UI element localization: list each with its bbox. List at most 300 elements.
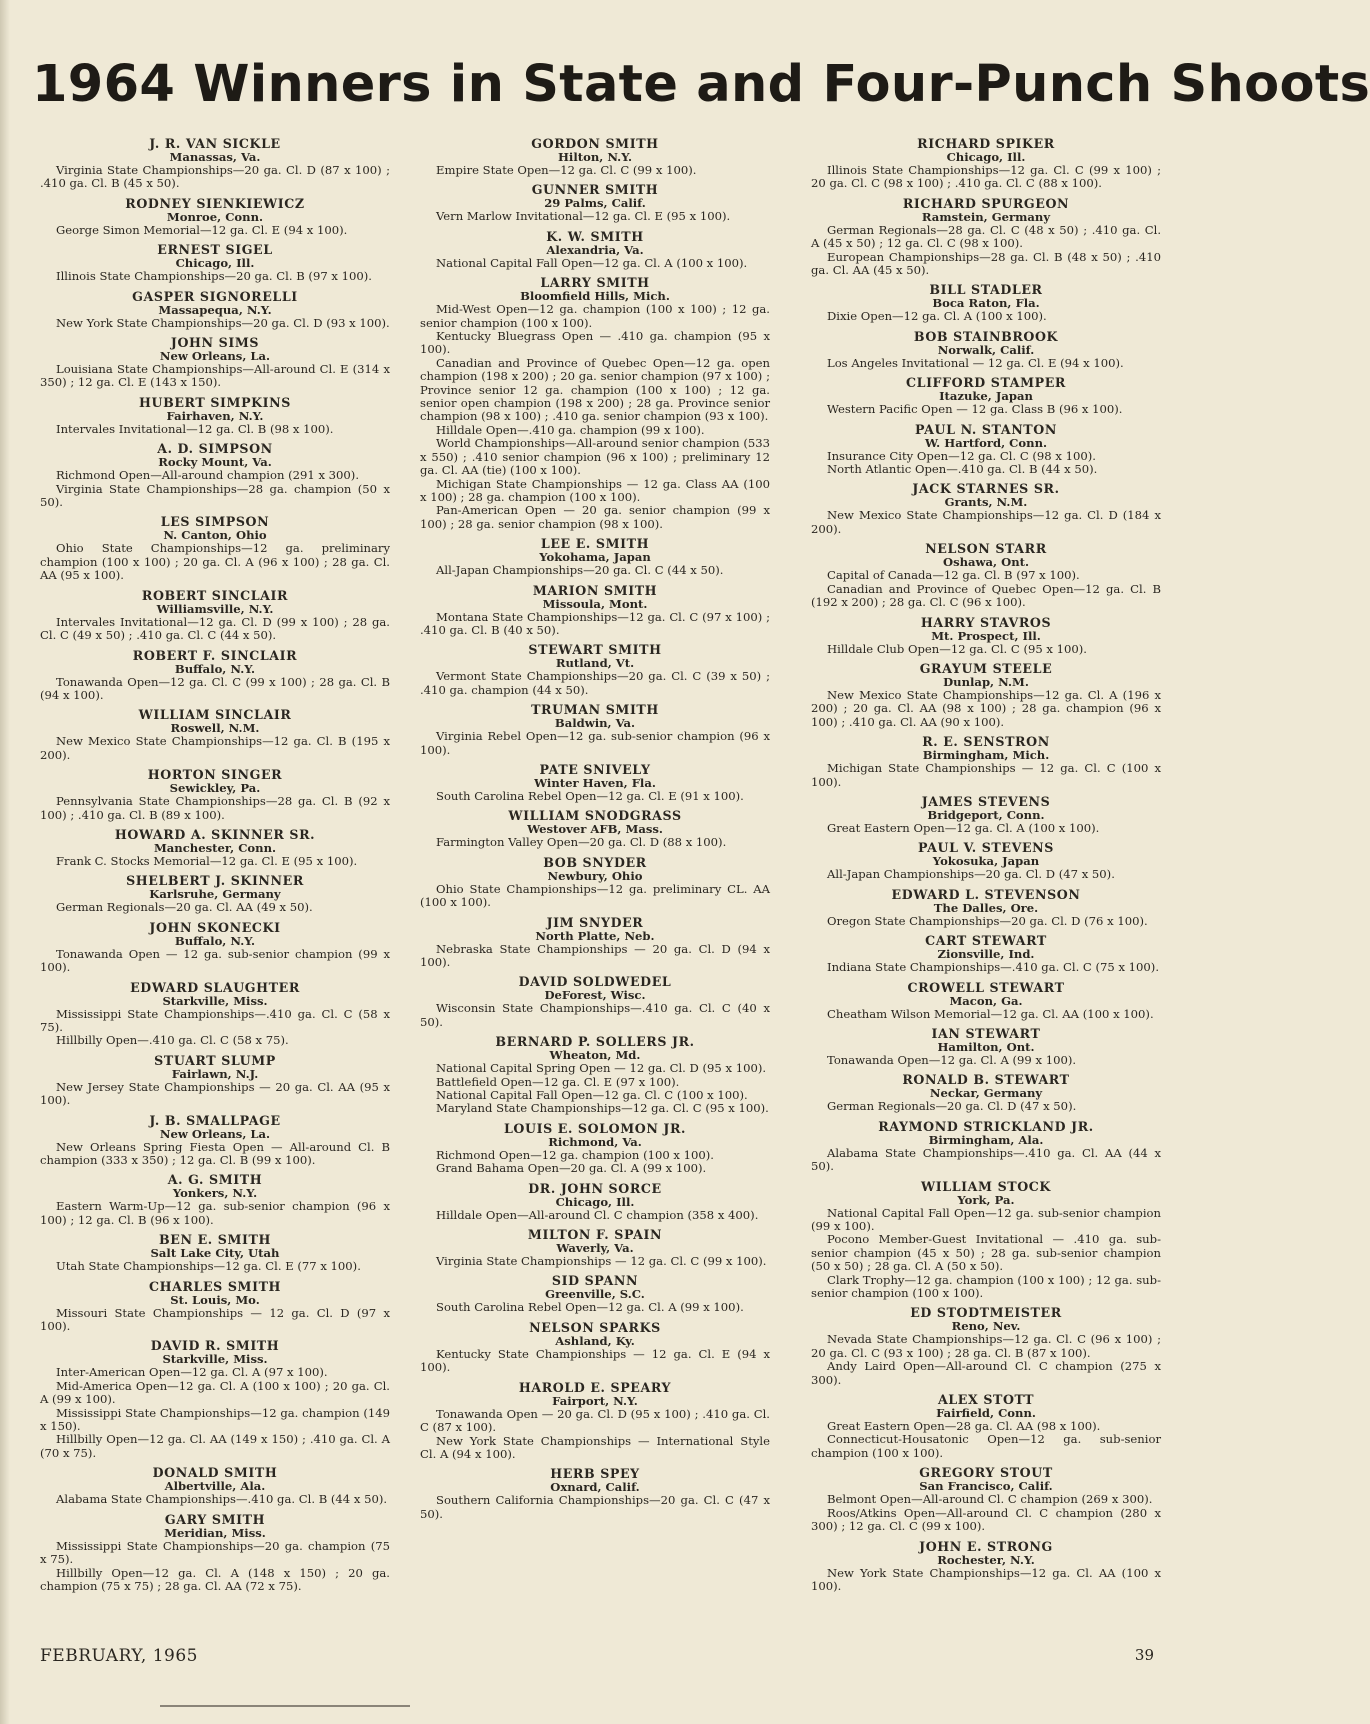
winner-location: Wheaton, Md. — [549, 1048, 641, 1063]
winner-entry — [420, 230, 770, 270]
winner-entry — [420, 703, 770, 757]
winner-location: Starkville, Miss. — [162, 993, 268, 1008]
winner-entry — [420, 1228, 770, 1268]
winner-location: Salt Lake City, Utah — [150, 1246, 280, 1261]
winner-name: CROWELL STEWART — [907, 979, 1065, 995]
winner-name: STEWART SMITH — [528, 642, 662, 658]
winner-location: Fairport, N.Y. — [552, 1393, 638, 1408]
winner-name: HORTON SINGER — [147, 767, 283, 783]
winner-entry — [420, 1381, 770, 1462]
winner-location: Winter Haven, Fla. — [534, 775, 656, 790]
winner-location: DeForest, Wisc. — [544, 988, 646, 1003]
winner-entry — [40, 396, 390, 436]
winner-record: Intervales Invitational—12 ga. Cl. D (99 x 100) ; 28 ga. Cl. C (49 x 50) ; .410 ga. Cl. C (44 x 50). — [40, 614, 390, 643]
winner-entry — [40, 137, 390, 191]
winner-record: All-Japan Championships—20 ga. Cl. C (44 x 50). — [436, 563, 724, 578]
winner-record: Oregon State Championships—20 ga. Cl. D (76 x 100). — [827, 913, 1148, 928]
winner-location: Boca Raton, Fla. — [932, 296, 1040, 311]
winner-location: Starkville, Miss. — [162, 1352, 268, 1367]
winner-location: San Francisco, Calif. — [919, 1479, 1053, 1494]
winner-name: MARION SMITH — [532, 582, 658, 598]
winner-location: Manchester, Conn. — [153, 840, 277, 855]
winner-name: GUNNER SMITH — [531, 182, 659, 198]
winner-name: EDWARD L. STEVENSON — [891, 886, 1081, 902]
winner-location: Dunlap, N.M. — [943, 674, 1029, 689]
winner-name: J. R. VAN SICKLE — [149, 136, 281, 151]
winner-entry — [40, 768, 390, 822]
winner-entry — [420, 975, 770, 1029]
winner-entry — [420, 1035, 770, 1116]
winner-name: JIM SNYDER — [546, 914, 644, 930]
winner-record: New Orleans Spring Fiesta Open — All-around Cl. B champion (333 x 350) ; 12 ga. Cl. B (99 x 100). — [40, 1139, 390, 1167]
winner-record: Alabama State Championships—.410 ga. Cl. AA (44 x 50). — [811, 1145, 1161, 1174]
winner-record: Empire State Open—12 ga. Cl. C (99 x 100). — [436, 163, 697, 177]
winner-record: Mid-America Open—12 ga. Cl. A (100 x 100) ; 20 ga. Cl. A (99 x 100). — [40, 1378, 390, 1407]
winner-name: CHARLES SMITH — [148, 1278, 282, 1294]
winner-entry — [811, 888, 1161, 928]
winner-name: DR. JOHN SORCE — [528, 1180, 662, 1196]
winner-record: National Capital Fall Open—12 ga. Cl. C (100 x 100). — [436, 1088, 748, 1103]
winner-location: Birmingham, Mich. — [922, 748, 1050, 763]
winner-record: Virginia Rebel Open—12 ga. sub-senior champion (96 x 100). — [420, 729, 770, 757]
winner-entry — [420, 1467, 770, 1521]
winner-record: Alabama State Championships—.410 ga. Cl. B (44 x 50). — [56, 1492, 388, 1507]
winner-location: Buffalo, N.Y. — [174, 933, 256, 948]
winner-entry — [40, 1513, 390, 1594]
winner-location: New Orleans, La. — [159, 1126, 271, 1141]
winner-location: Rocky Mount, Va. — [158, 455, 272, 470]
winner-location: Birmingham, Ala. — [928, 1132, 1044, 1147]
winner-location: Buffalo, N.Y. — [174, 661, 256, 676]
page-title: 1964 Winners in State and Four-Punch Shoots — [32, 55, 1370, 114]
winner-record: Virginia State Championships—20 ga. Cl. D (87 x 100) ; .410 ga. Cl. B (45 x 50). — [40, 163, 390, 191]
winner-location: Mt. Prospect, Ill. — [931, 628, 1041, 643]
winner-entry — [811, 376, 1161, 416]
winner-entry — [40, 1054, 390, 1108]
winner-entry — [40, 336, 390, 390]
winner-name: R. E. SENSTRON — [922, 734, 1050, 750]
winner-record: Mississippi State Championships—.410 ga. Cl. C (58 x 75). — [40, 1006, 390, 1034]
winner-name: NELSON SPARKS — [529, 1319, 661, 1335]
winner-location: Alexandria, Va. — [546, 242, 644, 257]
winner-record: German Regionals—28 ga. Cl. C (48 x 50) ; .410 ga. Cl. A (45 x 50) ; 12 ga. Cl. C (98 x 100). — [811, 222, 1161, 251]
winner-record: Wisconsin State Championships—.410 ga. Cl. C (40 x 50). — [420, 1001, 770, 1029]
winner-entry — [811, 662, 1161, 729]
winner-location: Grants, N.M. — [944, 495, 1028, 510]
winner-name: K. W. SMITH — [546, 228, 644, 244]
winner-name: PAUL V. STEVENS — [918, 840, 1054, 856]
winner-location: Chicago, Ill. — [175, 256, 255, 271]
winner-name: EDWARD SLAUGHTER — [130, 979, 300, 995]
winner-name: A. G. SMITH — [167, 1172, 263, 1188]
winner-name: WILLIAM SINCLAIR — [138, 707, 292, 723]
winner-location: Reno, Nev. — [951, 1319, 1021, 1334]
winner-entry — [40, 589, 390, 643]
winner-record: Tonawanda Open — 12 ga. sub-senior champion (99 x 100). — [40, 946, 390, 975]
winner-record: Cheatham Wilson Memorial—12 ga. Cl. AA (100 x 100). — [827, 1006, 1154, 1021]
winner-name: RONALD B. STEWART — [902, 1072, 1070, 1088]
winner-entry — [420, 916, 770, 970]
winner-record: Hillbilly Open—12 ga. Cl. AA (149 x 150) ; .410 ga. Cl. A (70 x 75). — [40, 1432, 390, 1460]
winner-name: LES SIMPSON — [160, 514, 270, 530]
winner-location: Williamsville, N.Y. — [156, 601, 274, 616]
winner-record: Hilldale Open—.410 ga. champion (99 x 100). — [436, 422, 705, 437]
winner-name: CLIFFORD STAMPER — [905, 375, 1067, 391]
winner-entry — [40, 1233, 390, 1273]
winner-entry — [420, 1122, 770, 1176]
winner-entry — [40, 828, 390, 868]
winner-name: HARRY STAVROS — [920, 614, 1052, 630]
winner-name: SID SPANN — [551, 1273, 639, 1289]
winner-record: Connecticut-Housatonic Open—12 ga. sub-senior champion (100 x 100). — [811, 1432, 1161, 1460]
winner-entry — [811, 330, 1161, 370]
winner-entry — [420, 763, 770, 803]
winner-entry — [811, 423, 1161, 477]
winner-entry — [420, 276, 770, 531]
winner-entry — [811, 1120, 1161, 1174]
winner-record: Tonawanda Open—12 ga. Cl. A (99 x 100). — [827, 1052, 1077, 1067]
winner-record: New York State Championships—20 ga. Cl. D (93 x 100). — [56, 315, 390, 330]
winner-name: WILLIAM SNODGRASS — [508, 808, 682, 824]
winner-record: National Capital Fall Open—12 ga. Cl. A (100 x 100). — [436, 255, 748, 270]
winner-name: GARY SMITH — [164, 1511, 266, 1527]
winner-name: WILLIAM STOCK — [921, 1178, 1051, 1194]
winner-record: Illinois State Championships—12 ga. Cl. C (99 x 100) ; 20 ga. Cl. C (98 x 100) ; .410 ga. Cl. C (88 x 100). — [811, 163, 1161, 191]
winner-location: Zionsville, Ind. — [937, 947, 1035, 962]
winner-entry — [40, 1173, 390, 1227]
winner-location: Richmond, Va. — [548, 1134, 642, 1149]
winner-record: Kentucky State Championships — 12 ga. Cl. E (94 x 100). — [420, 1346, 770, 1375]
footer-page-number: 39 — [1134, 1646, 1154, 1664]
winner-record: Farmington Valley Open—20 ga. Cl. D (88 x 100). — [436, 835, 727, 850]
winner-record: Vern Marlow Invitational—12 ga. Cl. E (95 x 100). — [436, 209, 731, 224]
winner-entry — [40, 515, 390, 582]
winner-record: Mississippi State Championships—20 ga. champion (75 x 75). — [40, 1538, 390, 1567]
winner-location: North Platte, Neb. — [535, 928, 655, 943]
winner-location: New Orleans, La. — [159, 349, 271, 364]
winner-entry — [40, 1466, 390, 1506]
winner-name: BOB SNYDER — [543, 854, 647, 870]
winner-location: Waverly, Va. — [556, 1241, 634, 1256]
winner-entry — [811, 1180, 1161, 1301]
winner-record: Hilldale Club Open—12 ga. Cl. C (95 x 100). — [827, 641, 1087, 656]
winner-location: Neckar, Germany — [929, 1086, 1043, 1101]
winner-location: 29 Palms, Calif. — [544, 196, 646, 211]
winner-entry — [420, 137, 770, 177]
winner-entry — [420, 1321, 770, 1375]
winner-record: North Atlantic Open—.410 ga. Cl. B (44 x 50). — [827, 462, 1098, 477]
winner-entry — [811, 1393, 1161, 1460]
winner-name: JOHN SIMS — [170, 335, 260, 351]
winner-name: STUART SLUMP — [154, 1052, 276, 1068]
winner-location: Meridian, Miss. — [164, 1525, 266, 1540]
winner-entry — [811, 795, 1161, 835]
winner-location: Massapequa, N.Y. — [158, 302, 272, 317]
winner-name: TRUMAN SMITH — [531, 702, 659, 718]
winner-name: GREGORY STOUT — [919, 1465, 1053, 1481]
winner-location: Greenville, S.C. — [545, 1287, 645, 1302]
winner-record: Canadian and Province of Quebec Open—12 ga. open champion (198 x 200) ; 20 ga. senior champion (97 x 100) ; Province senior 12 ga. champion (100 x 100) ; 12 ga. senior open champion (198 x 200) ; 28 ga. Province senior champion (98 x 100) ; .410 ga. senior champion (93 x 100). — [420, 355, 770, 424]
winner-location: St. Louis, Mo. — [170, 1292, 260, 1307]
winner-name: LARRY SMITH — [540, 275, 650, 291]
winner-record: Los Angeles Invitational — 12 ga. Cl. E (94 x 100). — [827, 355, 1124, 370]
winner-location: Westover AFB, Mass. — [527, 822, 663, 837]
winner-location: Bloomfield Hills, Mich. — [520, 289, 670, 304]
winner-name: J. B. SMALLPAGE — [149, 1112, 281, 1128]
winner-entry — [420, 537, 770, 577]
winner-name: JOHN E. STRONG — [919, 1538, 1053, 1554]
winner-entry — [811, 1306, 1161, 1387]
winner-location: Albertville, Ala. — [164, 1479, 266, 1494]
winner-record: Intervales Invitational—12 ga. Cl. B (98 x 100). — [56, 421, 334, 436]
winner-name: GORDON SMITH — [531, 136, 659, 151]
winner-record: Montana State Championships—12 ga. Cl. C (97 x 100) ; .410 ga. Cl. B (40 x 50). — [420, 609, 770, 637]
winner-record: Capital of Canada—12 ga. Cl. B (97 x 100). — [827, 568, 1080, 583]
winner-name: PATE SNIVELY — [539, 761, 651, 777]
winner-record: Eastern Warm-Up—12 ga. sub-senior champion (96 x 100) ; 12 ga. Cl. B (96 x 100). — [40, 1199, 390, 1227]
winner-name: DAVID SOLDWEDEL — [518, 974, 672, 990]
winner-name: HOWARD A. SKINNER SR. — [114, 826, 316, 842]
winner-record: New Jersey State Championships — 20 ga. Cl. AA (95 x 100). — [40, 1079, 390, 1108]
winner-entry — [420, 809, 770, 849]
winner-location: Norwalk, Calif. — [937, 342, 1035, 357]
winner-entry — [40, 290, 390, 330]
winner-entry — [811, 934, 1161, 974]
winner-entry — [40, 243, 390, 283]
winner-location: Sewickley, Pa. — [169, 781, 261, 796]
winner-name: CART STEWART — [925, 933, 1047, 949]
winner-location: Manassas, Va. — [169, 150, 261, 164]
footer-issue-date: FEBRUARY, 1965 — [40, 1646, 198, 1666]
winner-entry — [40, 981, 390, 1048]
winner-location: Macon, Ga. — [949, 993, 1023, 1008]
winner-entry — [811, 1540, 1161, 1594]
winner-record: Richmond Open—12 ga. champion (100 x 100). — [436, 1147, 714, 1162]
winner-record: Great Eastern Open—28 ga. Cl. AA (98 x 100). — [827, 1419, 1101, 1434]
winner-entry — [40, 197, 390, 237]
winner-record: South Carolina Rebel Open—12 ga. Cl. A (99 x 100). — [436, 1300, 744, 1315]
winner-name: BILL STADLER — [929, 282, 1043, 298]
winner-record: Ohio State Championships—12 ga. preliminary champion (100 x 100) ; 20 ga. Cl. A (96 x 100) ; 28 ga. Cl. AA (95 x 100). — [40, 541, 390, 583]
winner-name: BOB STAINBROOK — [913, 328, 1059, 344]
winner-record: Nebraska State Championships — 20 ga. Cl. D (94 x 100). — [420, 941, 770, 969]
winner-entry — [40, 1114, 390, 1168]
winner-name: MILTON F. SPAIN — [527, 1227, 663, 1243]
winner-entry — [811, 283, 1161, 323]
winner-entry — [40, 921, 390, 975]
winner-record: European Championships—28 ga. Cl. B (48 x 50) ; .410 ga. Cl. AA (45 x 50). — [811, 249, 1161, 278]
winner-record: New Mexico State Championships—12 ga. Cl. D (184 x 200). — [811, 508, 1161, 536]
winner-entry — [420, 584, 770, 638]
column-1 — [40, 137, 390, 1599]
winner-location: Newbury, Ohio — [547, 868, 643, 883]
winner-record: National Capital Fall Open—12 ga. sub-senior champion (99 x 100). — [811, 1205, 1161, 1233]
winner-name: RICHARD SPURGEON — [902, 195, 1070, 211]
winner-name: ERNEST SIGEL — [157, 242, 273, 258]
winner-record: Battlefield Open—12 ga. Cl. E (97 x 100). — [436, 1074, 680, 1089]
winner-record: Illinois State Championships—20 ga. Cl. B (97 x 100). — [56, 269, 372, 284]
bottom-rule — [160, 1705, 410, 1707]
column-2 — [420, 137, 770, 1527]
winner-entry — [811, 1073, 1161, 1113]
winner-name: ED STODTMEISTER — [910, 1305, 1062, 1321]
winner-name: BERNARD P. SOLLERS JR. — [495, 1034, 695, 1050]
winner-record: Richmond Open—All-around champion (291 x 300). — [56, 468, 359, 483]
winner-name: ALEX STOTT — [937, 1392, 1035, 1408]
winner-record: Hilldale Open—All-around Cl. C champion (358 x 400). — [436, 1207, 759, 1222]
winner-record: Pan-American Open — 20 ga. senior champion (99 x 100) ; 28 ga. senior champion (98 x 100). — [420, 503, 770, 531]
winner-location: Chicago, Ill. — [555, 1194, 635, 1209]
winner-name: LOUIS E. SOLOMON JR. — [503, 1120, 687, 1136]
winner-record: German Regionals—20 ga. Cl. D (47 x 50). — [827, 1099, 1077, 1114]
winner-location: Bridgeport, Conn. — [927, 807, 1045, 822]
winner-record: Maryland State Championships—12 ga. Cl. C (95 x 100). — [436, 1101, 769, 1116]
winner-location: W. Hartford, Conn. — [924, 435, 1048, 450]
winner-location: Monroe, Conn. — [166, 209, 264, 224]
winner-location: Itazuke, Japan — [939, 389, 1033, 404]
winner-record: National Capital Spring Open — 12 ga. Cl. D (95 x 100). — [436, 1061, 767, 1076]
winner-record: World Championships—All-around senior champion (533 x 550) ; .410 senior champion (96 x 100) ; preliminary 12 ga. Cl. AA (tie) (100 x 100). — [420, 436, 770, 478]
winner-entry — [40, 649, 390, 703]
winner-entry — [811, 616, 1161, 656]
winner-record: Michigan State Championships — 12 ga. Class AA (100 x 100) ; 28 ga. champion (100 x 100). — [420, 476, 770, 504]
winner-record: Missouri State Championships — 12 ga. Cl. D (97 x 100). — [40, 1305, 390, 1334]
winner-record: Dixie Open—12 ga. Cl. A (100 x 100). — [827, 309, 1047, 324]
winner-record: Tonawanda Open — 20 ga. Cl. D (95 x 100) ; .410 ga. Cl. C (87 x 100). — [420, 1406, 770, 1435]
winner-record: Clark Trophy—12 ga. champion (100 x 100) ; 12 ga. sub-senior champion (100 x 100). — [811, 1272, 1161, 1301]
winner-location: Hamilton, Ont. — [937, 1039, 1035, 1054]
winner-record: Canadian and Province of Quebec Open—12 ga. Cl. B (192 x 200) ; 28 ga. Cl. C (96 x 100). — [811, 581, 1161, 610]
winner-record: Hillbilly Open—12 ga. Cl. A (148 x 150) ; 20 ga. champion (75 x 75) ; 28 ga. Cl. AA (72 x 75). — [40, 1565, 390, 1593]
winner-entry — [40, 1339, 390, 1460]
winner-record: Ohio State Championships—12 ga. preliminary CL. AA (100 x 100). — [420, 881, 770, 910]
winner-entry — [40, 442, 390, 509]
winner-entry — [420, 1274, 770, 1314]
winner-entry — [420, 856, 770, 910]
winner-record: Grand Bahama Open—20 ga. Cl. A (99 x 100). — [436, 1161, 707, 1176]
winner-record: Frank C. Stocks Memorial—12 ga. Cl. E (95 x 100). — [56, 853, 358, 868]
winner-record: Great Eastern Open—12 ga. Cl. A (100 x 100). — [827, 820, 1100, 835]
winner-location: The Dalles, Ore. — [933, 900, 1039, 915]
winner-record: Louisiana State Championships—All-around Cl. E (314 x 350) ; 12 ga. Cl. E (143 x 150). — [40, 362, 390, 390]
winner-name: JAMES STEVENS — [921, 793, 1051, 809]
winner-location: Yokosuka, Japan — [932, 854, 1040, 869]
winner-entry — [40, 1280, 390, 1334]
winner-entry — [40, 874, 390, 914]
winner-location: Karlsruhe, Germany — [149, 887, 281, 902]
winner-entry — [420, 1182, 770, 1222]
winner-record: Tonawanda Open—12 ga. Cl. C (99 x 100) ; 28 ga. Cl. B (94 x 100). — [40, 674, 390, 702]
winner-location: York, Pa. — [957, 1192, 1015, 1207]
winner-record: All-Japan Championships—20 ga. Cl. D (47 x 50). — [827, 867, 1115, 882]
winner-location: Rutland, Vt. — [555, 656, 635, 671]
winner-entry — [40, 708, 390, 762]
winner-location: Ramstein, Germany — [921, 209, 1051, 224]
winner-record: New York State Championships—12 ga. Cl. AA (100 x 100). — [811, 1565, 1161, 1593]
winner-record: Western Pacific Open — 12 ga. Class B (96 x 100). — [827, 402, 1123, 417]
winner-name: DAVID R. SMITH — [150, 1338, 280, 1354]
winner-record: South Carolina Rebel Open—12 ga. Cl. E (91 x 100). — [436, 788, 744, 803]
winner-name: PAUL N. STANTON — [915, 421, 1057, 437]
page-edge-shadow — [0, 0, 10, 1724]
winner-name: ROBERT F. SINCLAIR — [132, 647, 298, 663]
winner-entry — [811, 841, 1161, 881]
winner-record: Inter-American Open—12 ga. Cl. A (97 x 100). — [56, 1365, 328, 1380]
winner-record: Mississippi State Championships—12 ga. champion (149 x 150). — [40, 1405, 390, 1434]
winner-location: Fairfield, Conn. — [936, 1406, 1036, 1421]
winner-name: GASPER SIGNORELLI — [132, 288, 298, 304]
winner-name: LEE E. SMITH — [540, 536, 650, 552]
winner-name: A. D. SIMPSON — [157, 441, 273, 457]
winner-location: Hilton, N.Y. — [557, 150, 633, 164]
winner-record: Insurance City Open—12 ga. Cl. C (98 x 100). — [827, 448, 1096, 463]
winner-location: Oshawa, Ont. — [942, 555, 1030, 570]
winner-record: New York State Championships — International Style Cl. A (94 x 100). — [420, 1433, 770, 1461]
winner-name: JACK STARNES SR. — [912, 481, 1060, 497]
winner-name: GRAYUM STEELE — [919, 660, 1053, 676]
winner-name: JOHN SKONECKI — [149, 919, 281, 935]
winner-record: Kentucky Bluegrass Open — .410 ga. champion (95 x 100). — [420, 329, 770, 357]
winner-entry — [811, 1466, 1161, 1533]
winner-location: Yokohama, Japan — [539, 550, 651, 565]
winner-location: Baldwin, Va. — [554, 716, 636, 731]
winner-entry — [811, 137, 1161, 191]
winner-record: Pennsylvania State Championships—28 ga. Cl. B (92 x 100) ; .410 ga. Cl. B (89 x 100). — [40, 794, 390, 822]
winner-entry — [420, 643, 770, 697]
winner-entry — [811, 981, 1161, 1021]
column-3 — [811, 137, 1161, 1599]
winner-record: German Regionals—20 ga. Cl. AA (49 x 50). — [56, 900, 313, 915]
winner-record: Andy Laird Open—All-around Cl. C champion (275 x 300). — [811, 1359, 1161, 1387]
winner-location: Rochester, N.Y. — [937, 1552, 1035, 1567]
winner-record: Virginia State Championships — 12 ga. Cl. C (99 x 100). — [436, 1254, 767, 1269]
winner-name: BEN E. SMITH — [159, 1232, 271, 1248]
winner-record: Mid-West Open—12 ga. champion (100 x 100) ; 12 ga. senior champion (100 x 100). — [420, 302, 770, 330]
winner-name: DONALD SMITH — [152, 1465, 278, 1481]
winner-name: ROBERT SINCLAIR — [141, 587, 289, 603]
winner-location: Yonkers, N.Y. — [172, 1186, 258, 1201]
winner-record: George Simon Memorial—12 ga. Cl. E (94 x 100). — [56, 222, 348, 237]
winner-location: Ashland, Ky. — [555, 1333, 635, 1348]
winner-record: Indiana State Championships—.410 ga. Cl. C (75 x 100). — [827, 960, 1160, 975]
winner-entry — [811, 482, 1161, 536]
winner-location: N. Canton, Ohio — [163, 528, 267, 543]
winner-record: Hillbilly Open—.410 ga. Cl. C (58 x 75). — [56, 1033, 289, 1048]
winner-entry — [811, 197, 1161, 278]
winner-record: Southern California Championships—20 ga. Cl. C (47 x 50). — [420, 1493, 770, 1521]
winner-record: Virginia State Championships—28 ga. champion (50 x 50). — [40, 481, 390, 510]
winner-name: RODNEY SIENKIEWICZ — [125, 195, 305, 211]
winner-name: RICHARD SPIKER — [917, 136, 1055, 151]
winner-record: Nevada State Championships—12 ga. Cl. C (96 x 100) ; 20 ga. Cl. C (93 x 100) ; 28 ga. Cl. B (87 x 100). — [811, 1332, 1161, 1360]
winner-record: Utah State Championships—12 ga. Cl. E (77 x 100). — [56, 1259, 361, 1274]
winner-record: Vermont State Championships—20 ga. Cl. C (39 x 50) ; .410 ga. champion (44 x 50). — [420, 669, 770, 697]
winner-name: IAN STEWART — [931, 1025, 1041, 1041]
winner-name: HAROLD E. SPEARY — [518, 1379, 672, 1395]
winner-location: Fairhaven, N.Y. — [166, 408, 264, 423]
winner-location: Missoula, Mont. — [542, 596, 648, 611]
winner-entry — [811, 735, 1161, 789]
winner-location: Chicago, Ill. — [946, 150, 1026, 164]
winner-record: Belmont Open—All-around Cl. C champion (269 x 300). — [827, 1492, 1153, 1507]
winner-record: New Mexico State Championships—12 ga. Cl. A (196 x 200) ; 20 ga. Cl. AA (98 x 100) ; 28 ga. champion (96 x 100) ; .410 ga. Cl. AA (90 x 100). — [811, 687, 1161, 729]
winner-record: Michigan State Championships — 12 ga. Cl. C (100 x 100). — [811, 761, 1161, 789]
winner-name: SHELBERT J. SKINNER — [126, 873, 304, 889]
winner-location: Fairlawn, N.J. — [171, 1066, 259, 1081]
winner-location: Roswell, N.M. — [170, 721, 260, 736]
winner-record: Roos/Atkins Open—All-around Cl. C champion (280 x 300) ; 12 ga. Cl. C (99 x 100). — [811, 1505, 1161, 1534]
winner-location: Oxnard, Calif. — [550, 1480, 640, 1495]
